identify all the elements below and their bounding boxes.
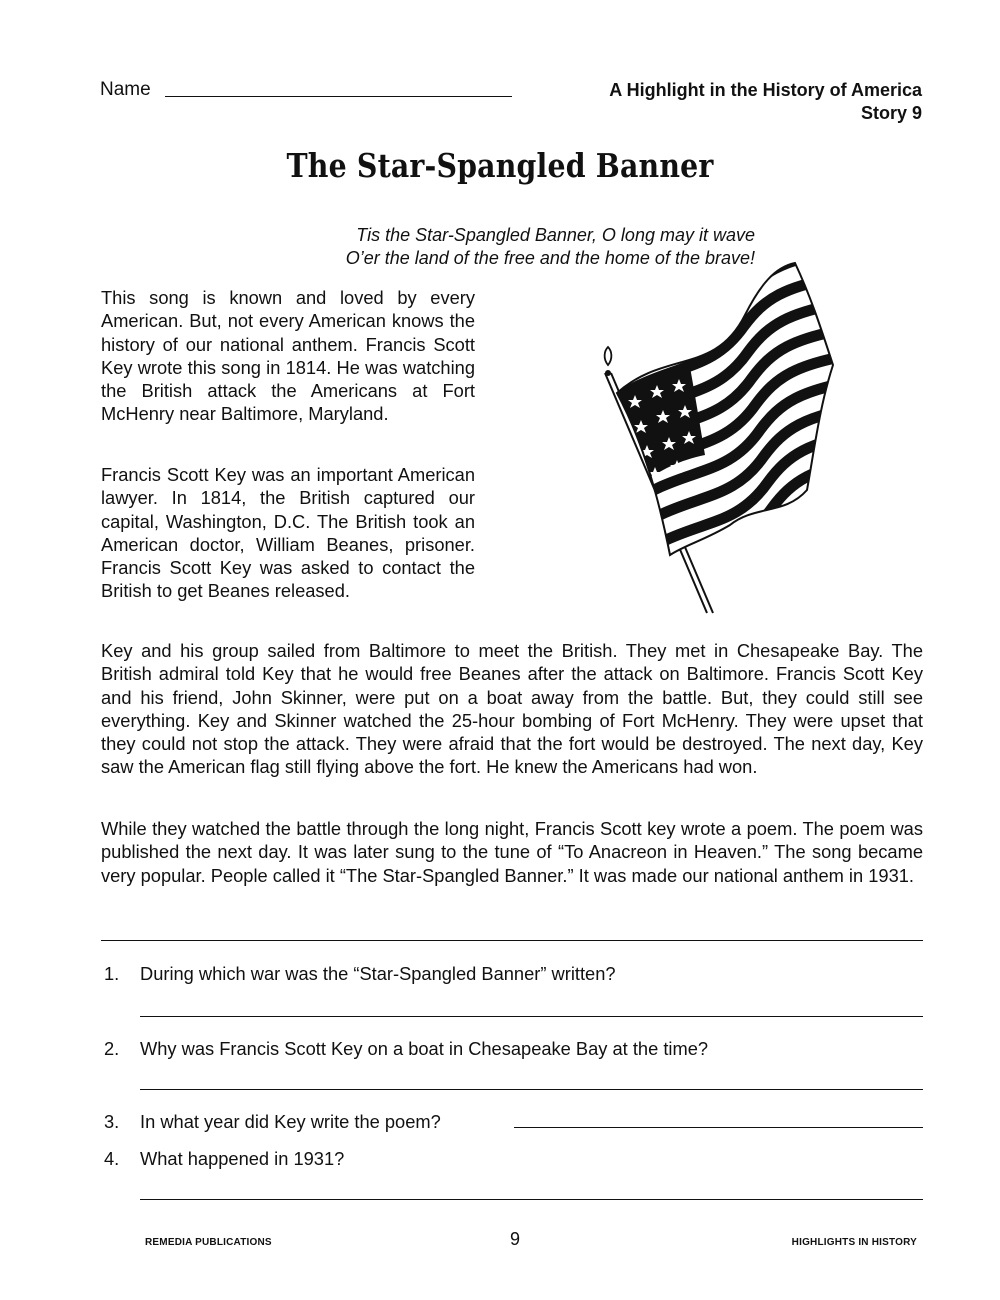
question-4-text: What happened in 1931? [140, 1148, 345, 1169]
question-3-number: 3. [104, 1111, 120, 1132]
question-2-text: Why was Francis Scott Key on a boat in Chesapeake Bay at the time? [140, 1038, 709, 1059]
page-number: 9 [509, 1229, 520, 1249]
series-title: A Highlight in the History of America [609, 80, 922, 100]
footer-publisher: REMEDIA PUBLICATIONS [145, 1237, 272, 1248]
answer-line-1[interactable] [140, 1016, 923, 1017]
answer-line-2[interactable] [140, 1089, 923, 1090]
section-divider [101, 940, 923, 941]
verse-line-1: Tis the Star-Spangled Banner, O long may it wave [356, 225, 755, 245]
answer-line-3[interactable] [514, 1127, 923, 1128]
question-3-text: In what year did Key write the poem? [140, 1111, 441, 1132]
footer-book-title: HIGHLIGHTS IN HISTORY [791, 1237, 917, 1248]
paragraph-2: Francis Scott Key was an important American lawyer. In 1814, the British captured our capital, Washington, D.C. The British took an American doctor, William Beanes, prisoner. Francis Scott Key was asked to contact the British to get Beanes released. [101, 464, 475, 602]
american-flag-icon [595, 255, 845, 615]
paragraph-3: Key and his group sailed from Baltimore to meet the British. They met in Chesapeake Bay. The British admiral told Key that he would free Beanes after the attack on Baltimore. Francis Scott Key and his friend, John Skinner, were put on a boat away from the battle. But, they could still see everything. Key and Skinner watched the 25-hour bombing of Fort McHenry. They were upset that they could not stop the attack. They were afraid that the fort would be destroyed. The next day, Key saw the American flag still flying above the fort. He knew the Americans had won. [101, 640, 923, 778]
paragraph-4: While they watched the battle through the long night, Francis Scott key wrote a poem. The poem was published the next day. It was later sung to the tune of “To Anacreon in Heaven.” The song became very popular. People called it “The Star-Spangled Banner.” It was made our national anthem in 1931. [101, 818, 923, 886]
story-label: Story 9 [860, 103, 922, 123]
series-heading [609, 79, 922, 125]
verse-line-2: O’er the land of the free and the home of the brave! [345, 248, 755, 268]
question-2-number: 2. [104, 1038, 120, 1059]
answer-line-4[interactable] [140, 1199, 923, 1200]
question-1-text: During which war was the “Star-Spangled Banner” written? [140, 963, 616, 984]
name-answer-line[interactable] [165, 96, 512, 97]
question-4-number: 4. [104, 1148, 120, 1169]
question-1-number: 1. [104, 963, 120, 984]
name-label: Name [100, 79, 151, 100]
paragraph-1: This song is known and loved by every American. But, not every American knows the history of our national anthem. Francis Scott Key wrote this song in 1814. He was watching the British attack the Americans at Fort McHenry near Baltimore, Maryland. [101, 287, 475, 425]
page-title: The Star-Spangled Banner [286, 146, 714, 185]
